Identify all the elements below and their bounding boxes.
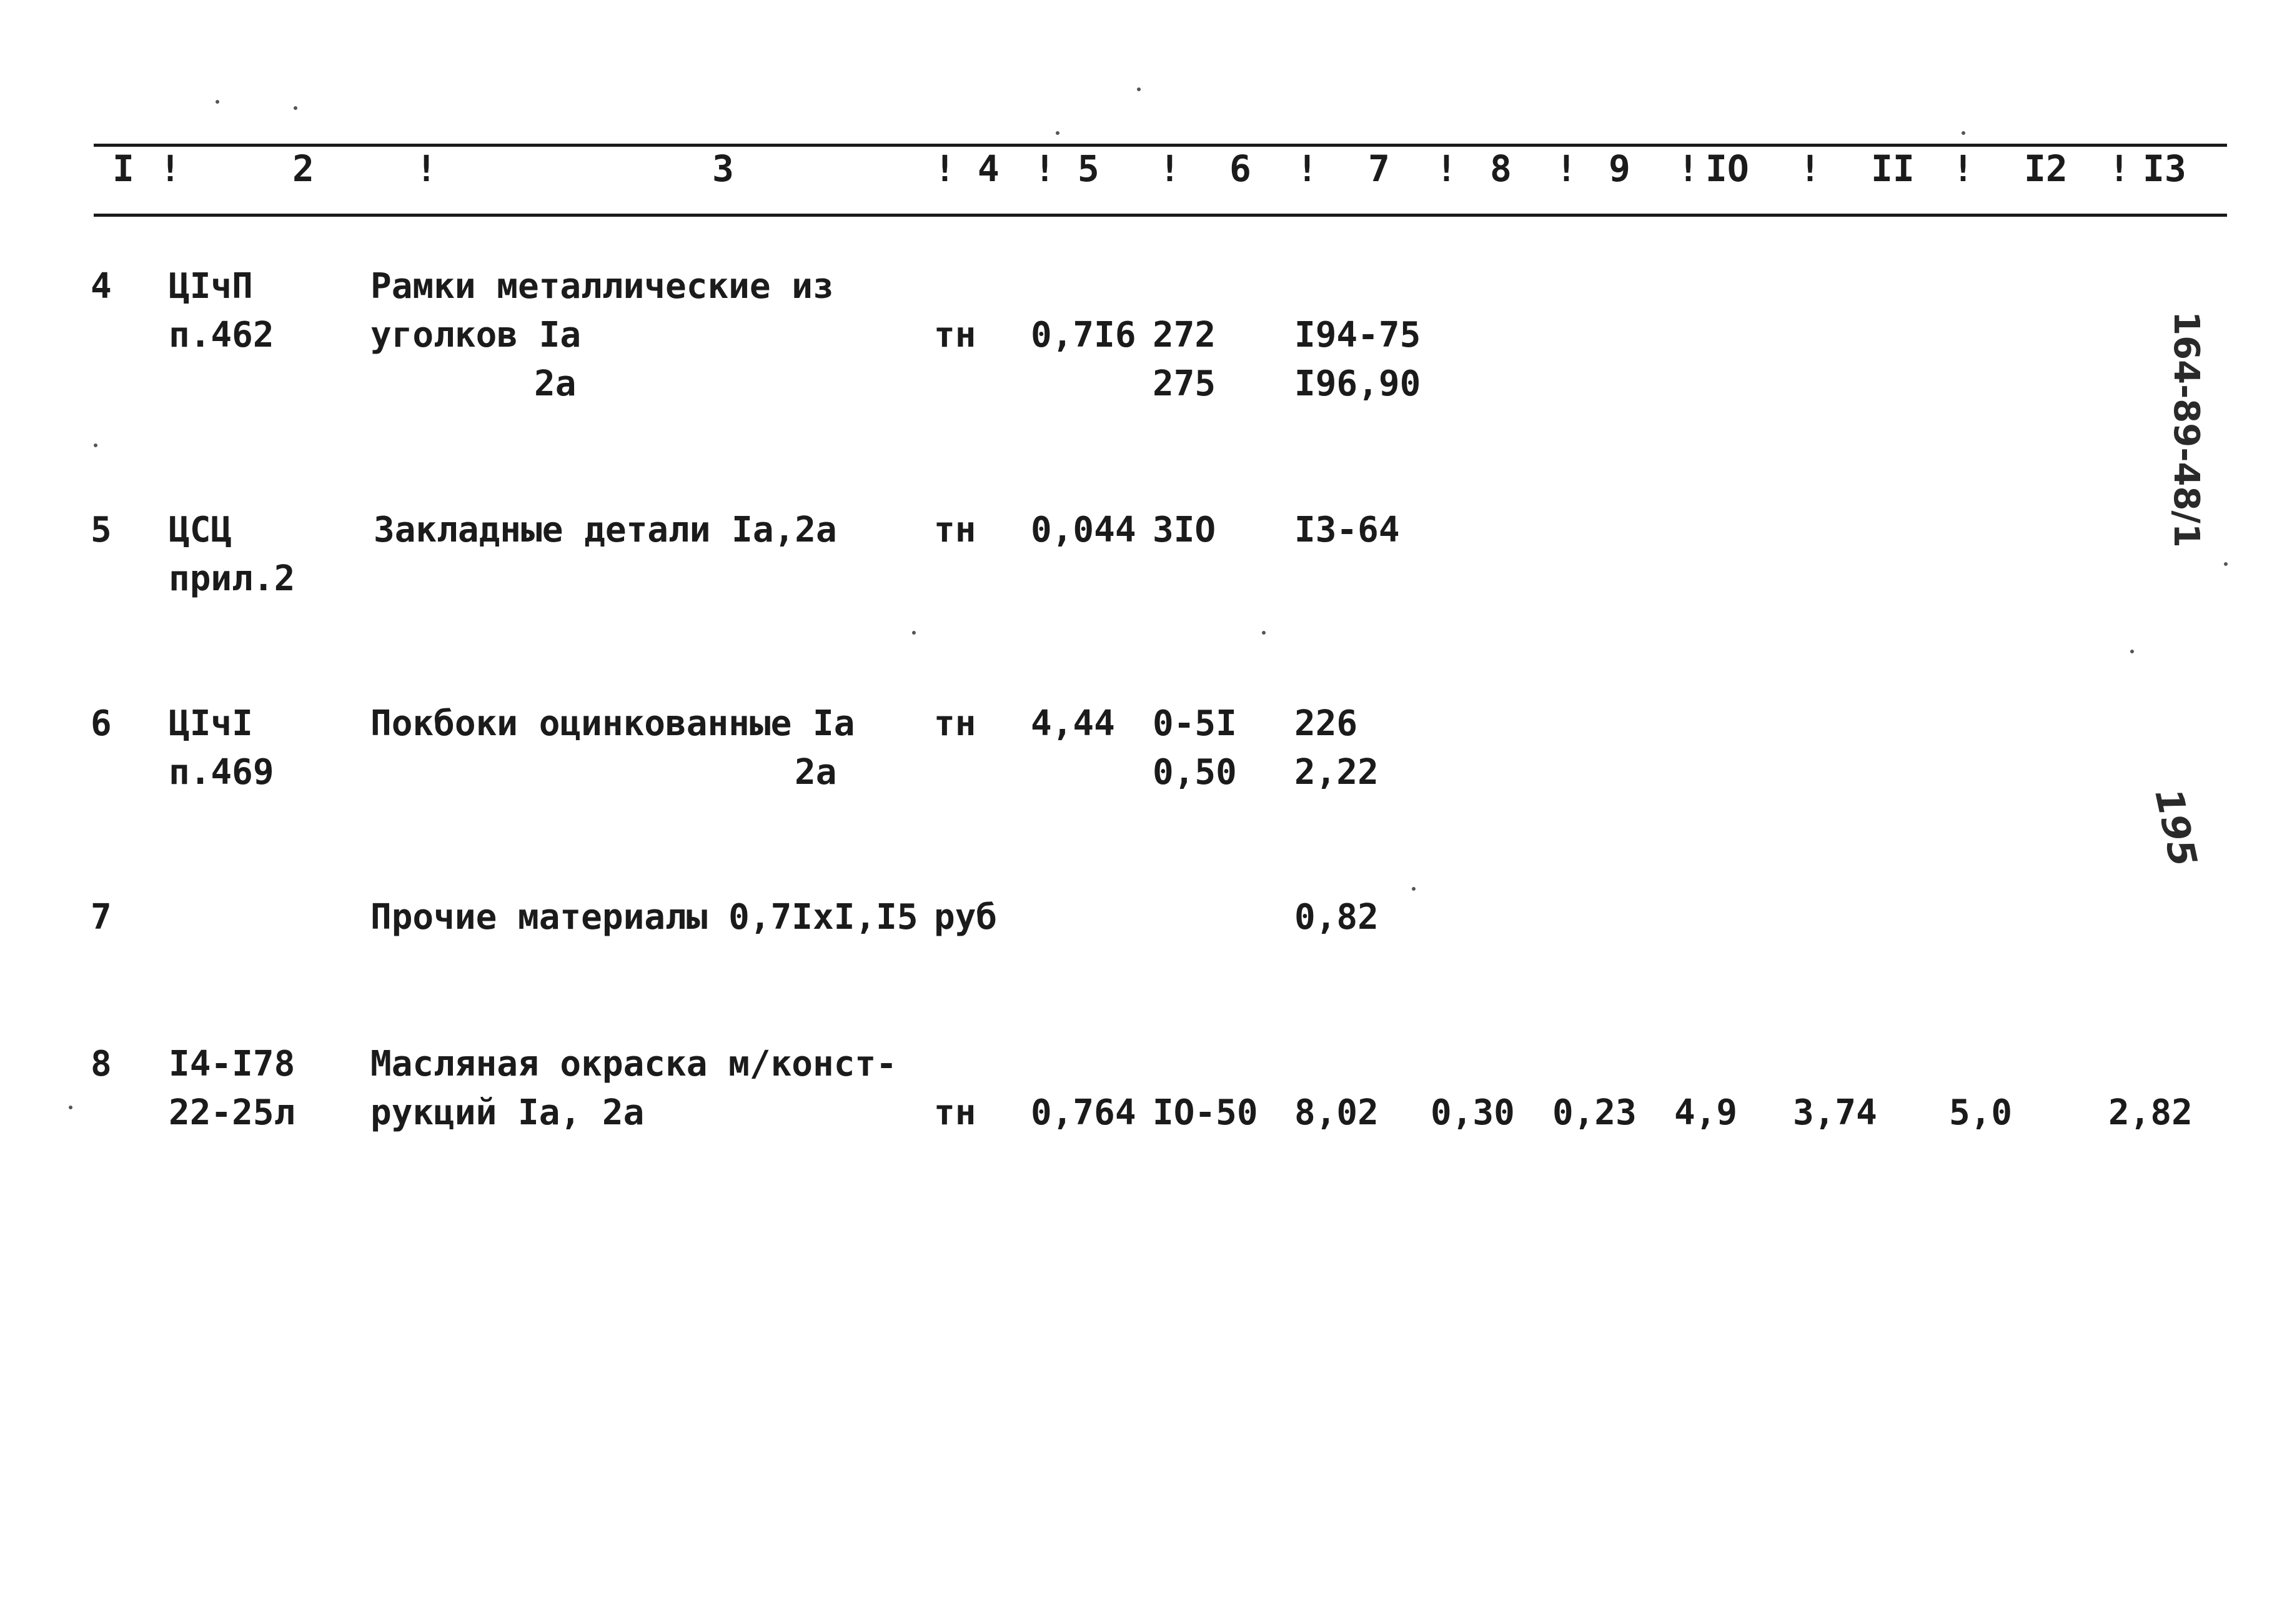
header-sep: ! [159,147,181,190]
row-code: I4-I78 [169,1044,295,1084]
page-number-handwritten: 195 [2146,785,2205,871]
scan-speck [69,1106,72,1109]
header-col-11: II [1871,147,1915,190]
row-col-7: I96,90 [1294,364,1421,404]
row-name: 2а [534,364,577,404]
row-unit: руб [934,897,998,938]
header-col-10: IO [1705,147,1749,190]
row-number: 7 [91,897,112,938]
row-code: п.469 [169,752,274,793]
scan-speck [216,100,219,104]
header-col-1: I [112,147,134,190]
row-col-9: 0,23 [1552,1092,1637,1133]
row-name: 2а [795,752,837,793]
row-unit: тн [934,315,976,355]
row-quantity: 4,44 [1031,703,1115,744]
scan-speck [1137,87,1141,91]
header-col-5: ! 5 [1034,147,1099,190]
row-col-6: 275 [1153,364,1216,404]
row-code: 22-25л [169,1092,295,1133]
row-unit: тн [934,510,976,550]
scan-speck [1262,631,1266,635]
row-col-7: 0,82 [1294,897,1379,938]
row-col-12: 5,0 [1949,1092,2013,1133]
scan-speck [1962,131,1965,135]
scan-speck [2130,650,2134,653]
row-col-6: 272 [1153,315,1216,355]
header-sep: ! [1159,147,1181,190]
header-col-3: 3 [712,147,734,190]
row-col-11: 3,74 [1793,1092,1877,1133]
row-unit: тн [934,1092,976,1133]
header-col-13: I3 [2143,147,2186,190]
header-sep: ! [1296,147,1318,190]
row-name: Покбоки оцинкованные Iа [370,703,855,744]
scan-speck [1056,131,1059,135]
scan-speck [2224,562,2228,566]
row-name: Рамки металлические из [370,266,834,307]
scan-speck [1412,887,1416,891]
row-quantity: 0,044 [1031,510,1136,550]
row-number: 8 [91,1044,112,1084]
header-col-12: I2 [2024,147,2068,190]
row-name: Прочие материалы 0,7IхI,I5 [370,897,918,938]
row-code: ЦIчП [169,266,253,307]
scan-speck [94,443,97,447]
header-sep: ! [1677,147,1699,190]
header-col-7: 7 [1368,147,1390,190]
row-col-7: 226 [1294,703,1358,744]
scan-speck [294,106,297,110]
table-header-bottom-rule [94,214,2227,217]
row-col-7: 8,02 [1294,1092,1379,1133]
row-name: Масляная окраска м/конст- [370,1044,897,1084]
header-col-6: 6 [1229,147,1251,190]
header-col-2: 2 [292,147,314,190]
row-number: 6 [91,703,112,744]
row-number: 5 [91,510,112,550]
row-col-6: 3IO [1153,510,1216,550]
row-col-7: I94-75 [1294,315,1421,355]
row-col-6: IO-50 [1153,1092,1258,1133]
row-quantity: 0,7I6 [1031,315,1136,355]
row-col-13: 2,82 [2108,1092,2193,1133]
row-col-6: 0-5I [1153,703,1237,744]
document-number-stamp: 164-89-48/1 [2165,311,2206,548]
header-col-8: 8 [1490,147,1512,190]
row-quantity: 0,764 [1031,1092,1136,1133]
row-unit: тн [934,703,976,744]
row-code: п.462 [169,315,274,355]
row-col-7: I3-64 [1294,510,1400,550]
row-col-7: 2,22 [1294,752,1379,793]
row-col-6: 0,50 [1153,752,1237,793]
row-code: ЦСЦ [169,510,232,550]
row-col-10: 4,9 [1674,1092,1738,1133]
row-col-8: 0,30 [1431,1092,1515,1133]
header-sep: ! [1952,147,1974,190]
header-sep: ! [2108,147,2130,190]
row-code: прил.2 [169,558,295,599]
row-code: ЦIчI [169,703,253,744]
header-col-4: ! 4 [934,147,1000,190]
header-sep: ! [1436,147,1457,190]
header-sep: ! [1799,147,1821,190]
scan-speck [912,631,916,635]
header-sep: ! [415,147,437,190]
header-sep: ! [1555,147,1577,190]
row-number: 4 [91,266,112,307]
row-name: рукций Iа, 2а [370,1092,645,1133]
header-col-9: 9 [1609,147,1630,190]
row-name: уголков Iа [370,315,582,355]
row-name: Закладные детали Iа,2а [374,510,837,550]
